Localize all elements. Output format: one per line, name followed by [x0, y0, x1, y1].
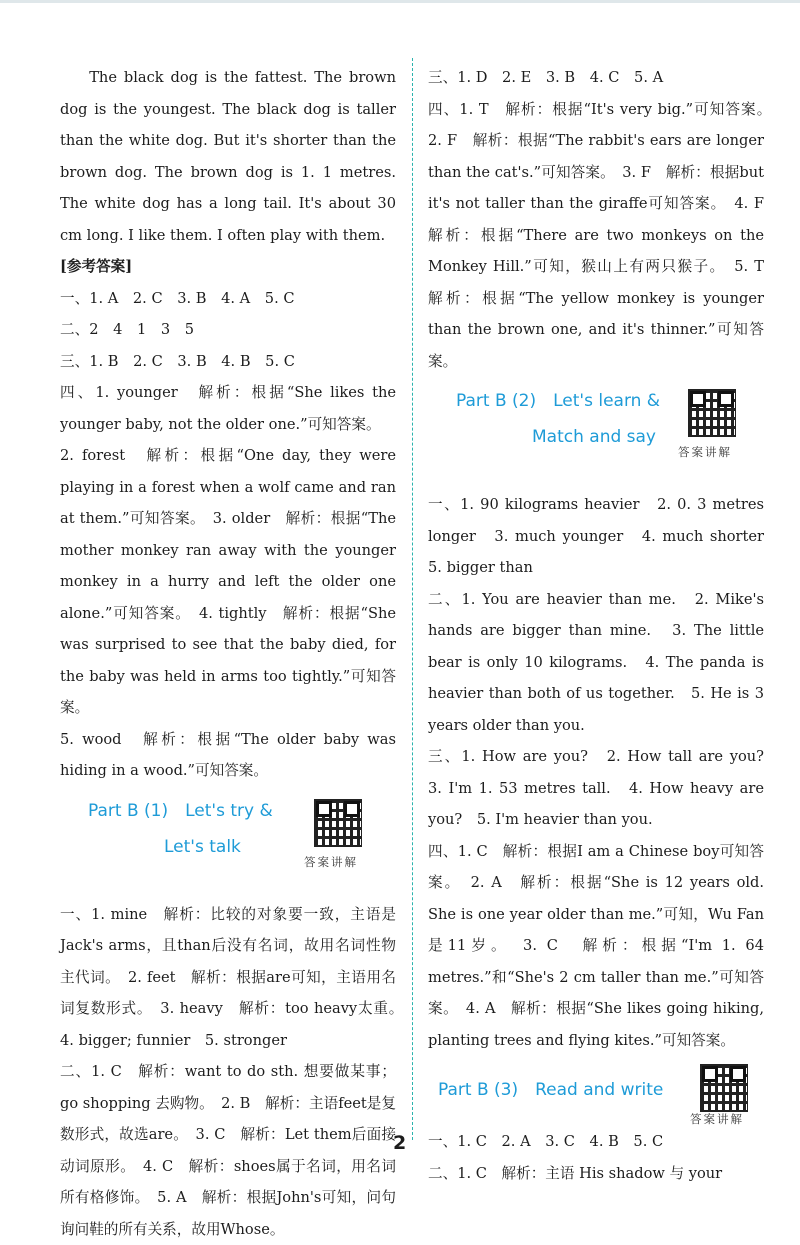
section-header-part-b3: [428, 1064, 764, 1126]
section-header-part-b1: [60, 795, 396, 895]
answer-line: 三、1. D 2. E 3. B 4. C 5. A: [428, 69, 664, 86]
qr-caption: 答案讲解: [678, 445, 732, 459]
qr-code-icon[interactable]: [314, 799, 362, 847]
answer-paragraph: 三、1. How are you? 2. How tall are you? 3. I'm 1. 53 metres tall. 4. How heavy are you? 5. I'm heavier than you.: [428, 748, 779, 828]
qr-code-icon[interactable]: [700, 1064, 748, 1112]
section-title: Part B (1) Let's try &: [88, 800, 273, 821]
qr-caption: 答案讲解: [304, 854, 358, 869]
answer-paragraph: 一、1. mine 解析：比较的对象要一致，主语是Jack's arms，且than后没有名词，故用名词性物主代词。 2. feet 解析：根据are可知，主语用名词复数形式。 3. heavy 解析：too heavy太重。 4. bigger; funnier 5. stronger: [60, 905, 411, 1049]
reference-answers-title: [参考答案]: [60, 258, 133, 275]
page-number: 2: [393, 1132, 407, 1154]
answer-line: 三、1. B 2. C 3. B 4. B 5. C: [60, 352, 295, 370]
answer-line: 一、1. C 2. A 3. C 4. B 5. C: [428, 1133, 664, 1150]
right-column: [428, 62, 779, 1189]
answer-paragraph: 二、1. C 解析：want to do sth. 想要做某事；go shopping 去购物。 2. B 解析：主语feet是复数形式，故选are。 3. C 解析：Let them后面接动词原形。 4. C 解析：shoes属于名词，用名词所有格修饰。 5. A 解析：根据John's可知，问句询问鞋的所有关系，故用Whose。: [60, 1063, 396, 1238]
section-header-part-b2: [428, 385, 764, 485]
answer-line: 二、1. C 解析：主语 His shadow 与 your: [428, 1164, 723, 1182]
answer-paragraph: 5. wood 解析：根据“The older baby was hiding in a wood.”可知答案。: [60, 730, 396, 779]
answer-line: 二、2 4 1 3 5: [60, 321, 194, 338]
answer-paragraph: 四、1. C 解析：根据I am a Chinese boy可知答案。 2. A 解析：根据“She is 12 years old. She is one year older than me.”可知，Wu Fan是11岁。 3. C 解析：根据“I'm 1. 64 metres.”和“She's 2 cm taller than me.”可知答案。 4. A 解析：根据“She likes going hiking, planting trees and flying kites.”可知答案。: [428, 842, 764, 1049]
qr-caption: 答案讲解: [690, 1112, 744, 1126]
section-title: Part B (3) Read and write: [438, 1080, 664, 1100]
top-border: [0, 0, 800, 3]
answer-paragraph: 2. forest 解析：根据“One day, they were playing in a forest when a wolf came and ran at them.”可知答案。 3. older 解析：根据“The mother monkey ran away with the younger monkey in a hurry and left the older one alone.”可知答案。 4. tightly 解析：根据“She was surprised to see that the baby died, for the baby was held in arms too tightly.”可知答案。: [60, 447, 396, 716]
section-subtitle: Match and say: [532, 427, 656, 447]
answer-line: 一、1. A 2. C 3. B 4. A 5. C: [60, 289, 295, 307]
section-title: Part B (2) Let's learn &: [456, 391, 661, 411]
column-divider: [412, 58, 413, 1140]
reading-passage: The black dog is the fattest. The brown dog is the youngest. The black dog is taller than the white dog. But it's shorter than the brown dog. The brown dog is 1. 1 metres. The white dog has a long tail. It's about 30 cm long. I like them. I often play with them.: [60, 69, 396, 244]
left-column: [60, 62, 411, 1245]
answer-paragraph: 四、1. T 解析：根据“It's very big.”可知答案。 2. F 解析：根据“The rabbit's ears are longer than the cat's.”可知答案。 3. F 解析：根据but it's not taller than the giraffe可知答案。 4. F 解析：根据“There are two monkeys on the Monkey Hill.”可知，猴山上有两只猴子。 5. T 解析：根据“The yellow monkey is younger than the brown one, and it's thinner.”可知答案。: [428, 100, 779, 370]
section-subtitle: Let's talk: [164, 836, 241, 857]
answer-paragraph: 四、1. younger 解析：根据“She likes the younger baby, not the older one.”可知答案。: [60, 384, 396, 433]
answer-paragraph: 二、1. You are heavier than me. 2. Mike's hands are bigger than mine. 3. The little bear is only 10 kilograms. 4. The panda is heavier than both of us together. 5. He is 3 years older than you.: [428, 590, 764, 734]
answer-paragraph: 一、1. 90 kilograms heavier 2. 0. 3 metres longer 3. much younger 4. much shorter 5. bigger than: [428, 496, 779, 576]
qr-code-icon[interactable]: [688, 389, 736, 437]
